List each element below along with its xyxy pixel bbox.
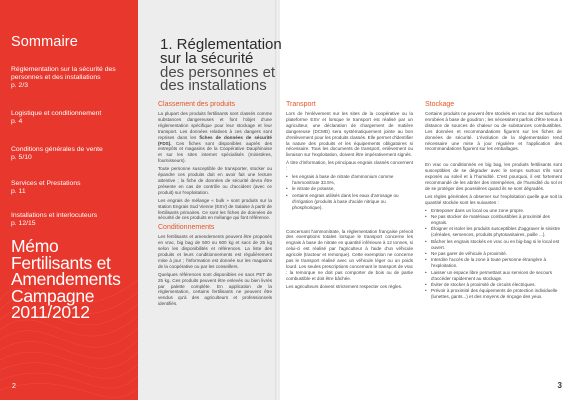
- bullet-list: [286, 174, 413, 210]
- page-number-right: 3: [557, 381, 562, 390]
- toc-item-page: p. 12/15: [11, 220, 36, 228]
- toc-item[interactable]: [11, 146, 129, 162]
- paragraph: [158, 111, 272, 164]
- toc-item-page: p. 4: [11, 118, 23, 126]
- bold-run: fiches de données de sécurité (FDS).: [158, 134, 272, 146]
- list-item: • les engrais à base de nitrate d'ammonium comme l'ammonitrate 33.5%,: [286, 174, 413, 186]
- paragraph: Lors de l'enlèvement sur les sites de la coopérative ou la plateforme ESV et lorsque le transport est réalisé par un agriculteur, une déclaration de chargement de matière dangereuse (DCMD) sera systématiquement jointe au bon d'enlèvement pour les produits classés. Elle permet d'identifier la nature des produits et les équipements obligatoires si nécessaire. Tous les documents de transport, enlèvement ou livraison sur l'exploitation, doivent être impérativement signés.: [286, 111, 413, 158]
- list-item: • Ne pas garer de véhicule à proximité.: [425, 251, 562, 257]
- text-run: La plupart des produits fertilisants sont classés comme substances dangereuses et font l'objet d'une réglementation spécifique pour leur stockage et leur transport. Les données relatives à ces dangers sont reprises dans les: [158, 111, 272, 140]
- memo-line: Mémo: [11, 236, 59, 256]
- page-number-left: 2: [12, 383, 16, 390]
- heading-line: des personnes et: [160, 63, 276, 81]
- paragraph: À titre d'information, les principaux engrais classés concernent :: [286, 160, 414, 172]
- toc-item[interactable]: [11, 110, 129, 126]
- paragraph: Les agriculteurs doivent strictement respecter ces règles.: [286, 283, 403, 289]
- toc-item[interactable]: [11, 180, 129, 196]
- list-item: • Éloigner et isoler les produits susceptibles d'aggraver le sinistre (céréales, semences, produits phytosanitaires, paille ...).: [425, 226, 562, 238]
- text-run: Ces fiches sont disponibles auprès des entrepôts et magasins de la Coopérative Dauphinoise et sur les sites internet spécialisés (ministères, fournisseurs).: [158, 140, 272, 164]
- paragraph: Toute personne susceptible de transporter, stocker ou épandre ces produits doit en avoir fait une lecture attentive ; la fiche de données de sécurité devra être présente en cas de contrôle ou d'accident (avec ce produit) sur l'exploitation.: [158, 166, 272, 195]
- heading-line: 1. Réglementation: [160, 36, 282, 53]
- column-classement: [158, 101, 272, 309]
- toc-item-page: p. 11: [11, 188, 26, 196]
- section-heading-transport: Transport: [286, 101, 316, 108]
- paragraph: Certains produits ne peuvent être stockés en vrac sur des surfaces enrobées à base de goudron ; les nécessitent parfois d'être tenus à distance de sources de chaleur ou de substances combustibles. Les données et recommandations figurent sur les fiches de données de sécurité. L'évolution de la réglementation rend nécessaire une mise à jour régulière et l'application des recommandations figurent sur les emballages.: [425, 111, 562, 152]
- list-item: • le nitrate de potasse,: [286, 186, 413, 192]
- bullet-list: [425, 208, 562, 301]
- paragraph: Les règles générales à observer sur l'exploitation quelle que soit la quantité stockée sont les suivantes :: [425, 193, 562, 205]
- toc-item-title: Services et Prestations: [11, 180, 81, 187]
- toc-item-title: Réglementation sur la sécurité des personnes et des installations: [11, 66, 116, 82]
- section-heading-stockage: Stockage: [425, 101, 455, 108]
- list-item: • Éviter de stocker à proximité de circuits électriques.: [425, 282, 562, 288]
- toc-item-title: Logistique et conditionnement: [11, 110, 102, 117]
- memo-line: Campagne: [11, 285, 95, 306]
- paragraph: Les fertilisants et amendements peuvent être proposés en vrac, big bag de 500 ou 600 kg et sacs de 25 kg selon les disponibilités et références. La liste des produits et leurs conditionnements est régulièrement mise à jour ; l'information est donnée sur les magasins de la coopérative ou par les conseillers.: [158, 234, 272, 269]
- toc-item[interactable]: [11, 212, 129, 228]
- paragraph: Quelques références sont disponibles en sacs PET de 25 kg. Ces produits peuvent être enlevés ou bien livrés par palette complète. En application de la réglementation, certains fertilisants ne peuvent être vendus qu'à des agriculteurs et professionnels identifiés.: [158, 271, 272, 307]
- sidebar: [0, 0, 138, 400]
- toc-item-title: Installations et interlocuteurs: [11, 212, 98, 219]
- memo-line: Fertilisants et: [11, 252, 111, 273]
- paragraph: Concernant l'ammonitrate, la réglementation française prévoit des exemptions totales lorsque le transport concerne les engrais à base de nitrate en quantité inférieure à 12 tonnes, si celui-ci est réalisé par l'agriculteur à l'aide d'un véhicule agricole (tracteur et remorque). Cette exemption ne concerne pas le transport réalisé avec un véhicule léger ou un poids lourd. Les seules prescriptions concernant le transport de vrac : la remorque ne doit pas comporter de bois ou de partie combustible et doit être bâchée.: [286, 228, 413, 281]
- paragraph: En vrac ou conditionnés en big bag, les produits fertilisants sont susceptibles de se dégrader avec le temps surtout s'ils sont exposés au soleil et à l'humidité. C'est pourquoi, il est fortement recommandé de les abriter des intempéries, de l'humidité du sol et de se protéger des poussières quand ils se sont dégradés.: [425, 162, 562, 191]
- list-item: • Ne pas stocker de matériaux combustibles à proximité des engrais.: [425, 214, 562, 226]
- memo-title: [11, 238, 135, 321]
- wave-pattern: [0, 0, 138, 400]
- heading-line: des installations: [160, 77, 267, 95]
- sommaire-title: Sommaire: [11, 34, 78, 50]
- column-transport: [286, 101, 413, 292]
- list-item: • Laisser un espace libre permettant aux services de secours d'accéder rapidement au stockage.: [425, 270, 562, 282]
- memo-line: Amendements: [11, 269, 121, 289]
- list-item: • Prévoir à proximité des équipements de protection individuelle (lunettes, gants...) et des moyens de rinçage des yeux.: [425, 288, 562, 300]
- column-stockage: [425, 101, 562, 301]
- toc-item-page: p. 5/10: [11, 154, 32, 162]
- toc-item-title: Conditions générales de vente: [11, 146, 103, 153]
- toc-item[interactable]: [11, 66, 129, 91]
- list-item: • certains engrais utilisés dans les eaux d'arrosage ou d'irrigation (produits à base d'acide nitrique ou phosphorique).: [286, 193, 413, 211]
- heading-line: sur la sécurité: [160, 49, 254, 67]
- section-heading-conditionnements: Conditionnements: [158, 224, 215, 232]
- memo-line: 2011/2012: [11, 302, 90, 322]
- section-heading-classement: Classement des produits: [158, 101, 236, 108]
- list-item: • Bâcher les engrais stockés en vrac ou en big-bag si le local est ouvert.: [425, 239, 562, 251]
- toc-item-page: p. 2/3: [11, 82, 29, 90]
- paragraph: Les engrais de mélange « bulk » sont produits sur la station Engrais Sud Vienne (ESV) de Salaise à partir de fertilisants primaires. Ce sont les fiches de données de sécurité de ces produits en mélange qui font référence.: [158, 197, 272, 221]
- list-item: • Interdire l'accès de la zone à toute personne étrangère à l'exploitation.: [425, 257, 562, 269]
- section-heading: [160, 38, 460, 93]
- list-item: • Entreposer dans un local ou une zone propre.: [425, 208, 562, 214]
